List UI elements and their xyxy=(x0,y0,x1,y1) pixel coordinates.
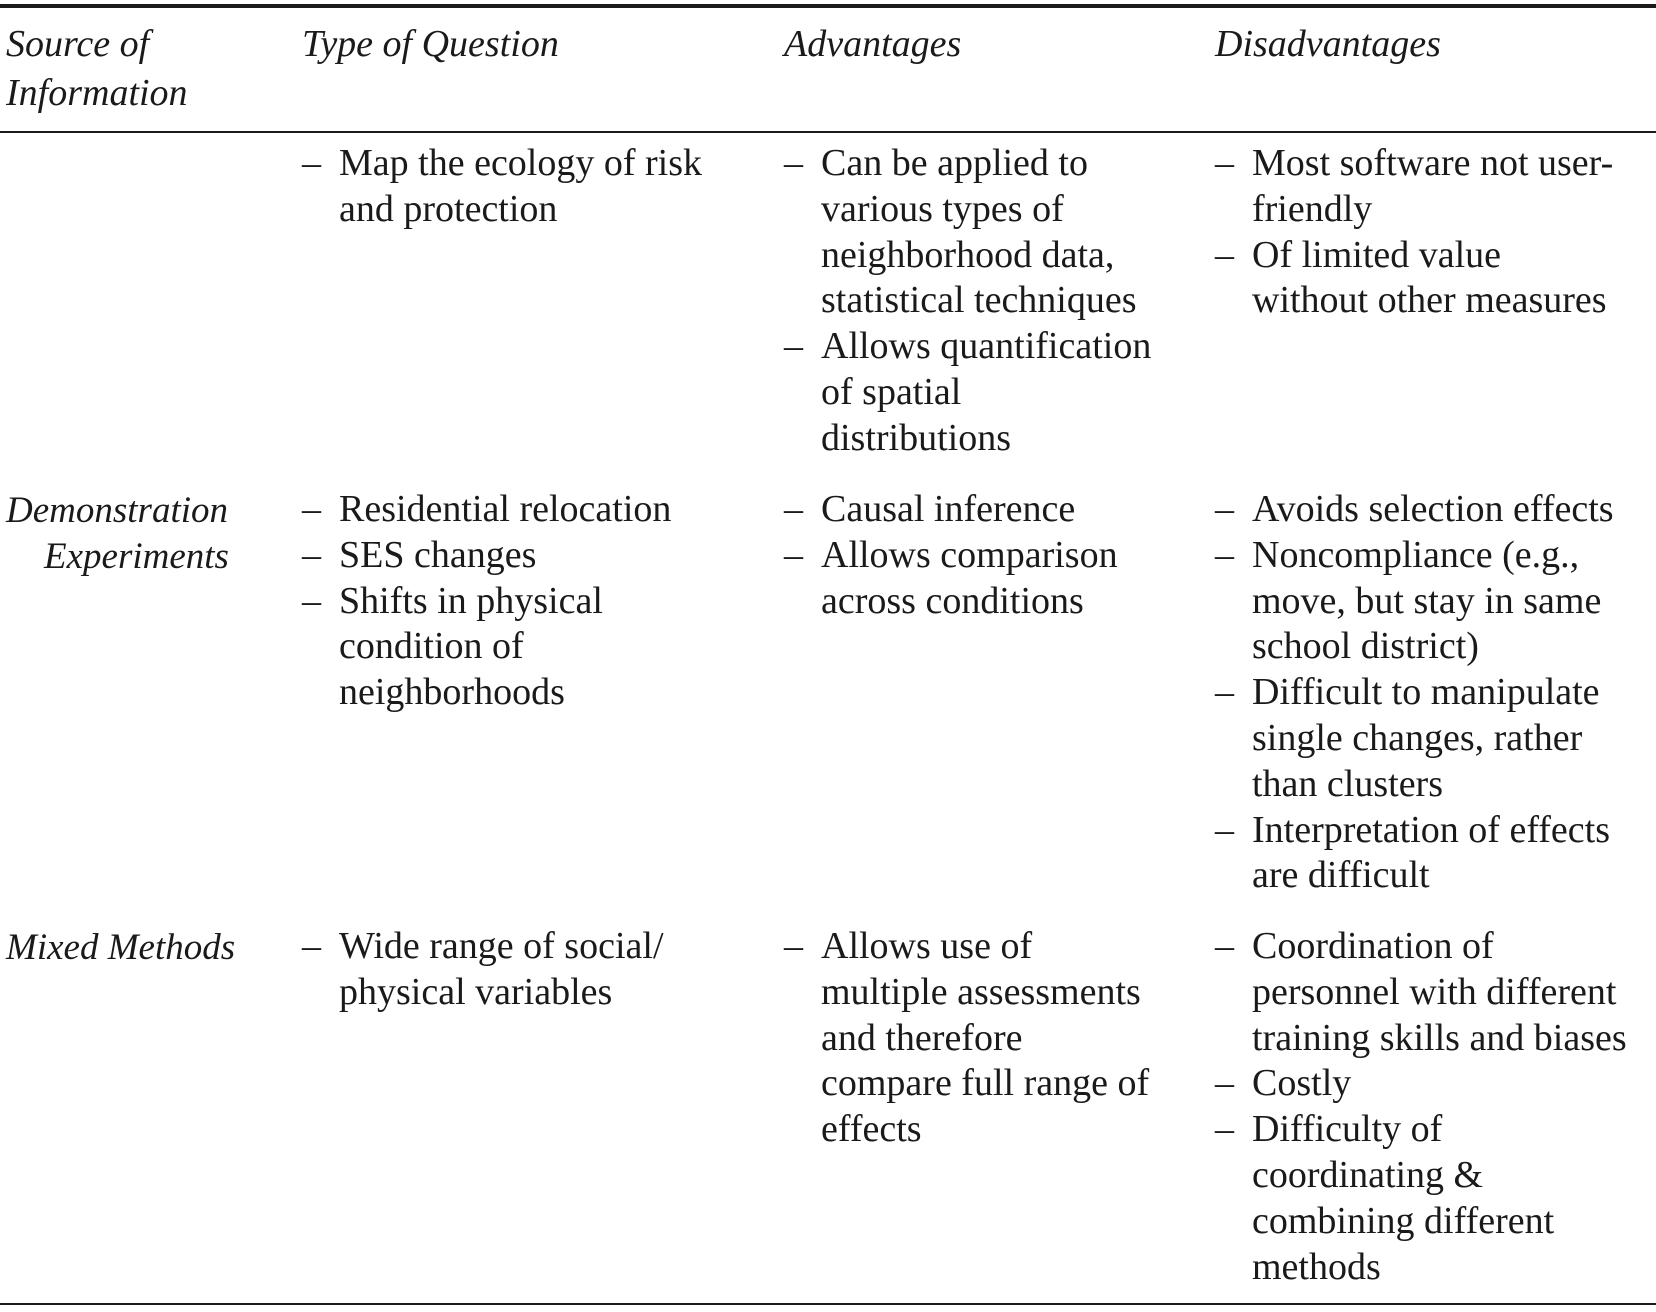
dash-bullet: – xyxy=(784,488,803,530)
item-line: physical variables xyxy=(339,970,613,1013)
item-line: compare full range of xyxy=(821,1062,1150,1105)
item-line: are difficult xyxy=(1252,854,1430,897)
dash-bullet: – xyxy=(1215,671,1234,714)
list-item xyxy=(1215,670,1614,807)
header-line: Type of Question xyxy=(302,23,559,65)
dash-bullet: – xyxy=(1215,808,1234,851)
item-line: Allows comparison xyxy=(821,533,1118,576)
item-line: Costly xyxy=(1252,1062,1352,1105)
list-item xyxy=(784,533,1118,625)
item-line: condition of xyxy=(339,625,524,668)
dash-bullet: – xyxy=(784,325,803,368)
item-line: Can be applied to xyxy=(821,142,1088,184)
list-item xyxy=(1215,924,1627,1061)
item-line: Residential relocation xyxy=(339,488,672,530)
item-line: methods xyxy=(1252,1245,1381,1288)
dash-bullet: – xyxy=(302,142,321,184)
header-line: Source of xyxy=(6,23,150,65)
item-line: move, but stay in same xyxy=(1252,579,1602,622)
table-top-rule xyxy=(0,4,1656,8)
dash-bullet: – xyxy=(1215,1062,1234,1105)
dash-bullet: – xyxy=(302,533,321,576)
item-line: Difficulty of xyxy=(1252,1108,1443,1151)
list-item xyxy=(302,533,671,579)
list-item xyxy=(302,924,664,1016)
row-2-question-cell xyxy=(302,924,664,1016)
item-line: Of limited value xyxy=(1252,233,1502,276)
item-line: Avoids selection effects xyxy=(1252,488,1614,530)
dash-bullet: – xyxy=(1215,233,1234,276)
item-line: coordinating & xyxy=(1252,1153,1484,1196)
list-item xyxy=(302,141,702,233)
item-line: various types of xyxy=(821,187,1064,230)
dash-bullet: – xyxy=(1215,488,1234,530)
item-line: personnel with different xyxy=(1252,970,1617,1013)
item-line: effects xyxy=(821,1108,922,1151)
row-0-disadvantages-cell xyxy=(1215,141,1613,324)
item-line: Map the ecology of risk xyxy=(339,142,703,184)
row-0-advantages-cell xyxy=(784,141,1151,462)
item-line: Difficult to manipulate xyxy=(1252,671,1600,714)
item-line: than clusters xyxy=(1252,762,1444,805)
row-1-advantages-cell xyxy=(784,487,1118,624)
item-line: combining different xyxy=(1252,1199,1555,1242)
dash-bullet: – xyxy=(784,925,803,967)
row-2-disadvantages-cell xyxy=(1215,924,1627,1290)
item-line: of spatial xyxy=(821,370,962,413)
list-item xyxy=(302,579,671,716)
dash-bullet: – xyxy=(1215,1108,1234,1151)
header-advantages xyxy=(784,20,961,69)
list-item xyxy=(1215,1107,1627,1290)
item-line: Allows use of xyxy=(821,925,1033,967)
dash-bullet: – xyxy=(1215,925,1234,967)
header-line: Disadvantages xyxy=(1215,23,1441,65)
dash-bullet: – xyxy=(784,533,803,576)
item-line: and therefore xyxy=(821,1016,1023,1059)
header-type-of-question xyxy=(302,20,559,69)
list-item xyxy=(784,487,1118,533)
header-divider-rule xyxy=(0,131,1656,133)
item-line: Causal inference xyxy=(821,488,1076,530)
list-item xyxy=(302,487,671,533)
dash-bullet: – xyxy=(302,925,321,967)
item-line: Shifts in physical xyxy=(339,579,603,622)
list-item xyxy=(1215,808,1614,900)
list-item xyxy=(1215,533,1614,670)
list-item xyxy=(784,924,1149,1153)
item-line: statistical techniques xyxy=(821,279,1137,322)
table-bottom-rule xyxy=(0,1303,1656,1305)
item-line: Coordination of xyxy=(1252,925,1494,967)
item-line: distributions xyxy=(821,416,1012,459)
item-line: and protection xyxy=(339,187,558,230)
list-item xyxy=(784,141,1151,324)
item-line: Wide range of social/ xyxy=(339,925,664,967)
list-item xyxy=(1215,233,1613,325)
row-1-question-cell xyxy=(302,487,671,716)
source-line: Demonstration xyxy=(6,490,228,531)
item-line: without other measures xyxy=(1252,279,1607,322)
source-line: Experiments xyxy=(44,536,229,577)
row-2-advantages-cell xyxy=(784,924,1149,1153)
list-item xyxy=(1215,141,1613,233)
item-line: neighborhood data, xyxy=(821,233,1115,276)
list-item xyxy=(1215,487,1614,533)
item-line: Most software not user- xyxy=(1252,142,1614,184)
row-0-question-cell xyxy=(302,141,702,233)
dash-bullet: – xyxy=(784,142,803,184)
dash-bullet: – xyxy=(302,579,321,622)
item-line: neighborhoods xyxy=(339,671,565,714)
item-line: Allows quantification xyxy=(821,325,1152,368)
dash-bullet: – xyxy=(1215,142,1234,184)
item-line: school district) xyxy=(1252,625,1479,668)
header-line: Advantages xyxy=(784,23,962,65)
item-line: Noncompliance (e.g., xyxy=(1252,533,1580,576)
dash-bullet: – xyxy=(1215,533,1234,576)
item-line: Interpretation of effects xyxy=(1252,808,1611,851)
item-line: across conditions xyxy=(821,579,1084,622)
header-line: Information xyxy=(6,72,188,114)
list-item xyxy=(1215,1061,1627,1107)
item-line: single changes, rather xyxy=(1252,716,1583,759)
dash-bullet: – xyxy=(302,488,321,530)
header-source-of-information xyxy=(6,20,188,118)
source-line: Mixed Methods xyxy=(6,927,236,968)
row-1-source-cell xyxy=(6,488,229,580)
list-item xyxy=(784,324,1151,461)
header-disadvantages xyxy=(1215,20,1441,69)
row-1-disadvantages-cell xyxy=(1215,487,1614,899)
row-2-source-cell xyxy=(6,925,235,971)
item-line: SES changes xyxy=(339,533,537,576)
item-line: training skills and biases xyxy=(1252,1016,1627,1059)
item-line: friendly xyxy=(1252,187,1373,230)
item-line: multiple assessments xyxy=(821,970,1141,1013)
